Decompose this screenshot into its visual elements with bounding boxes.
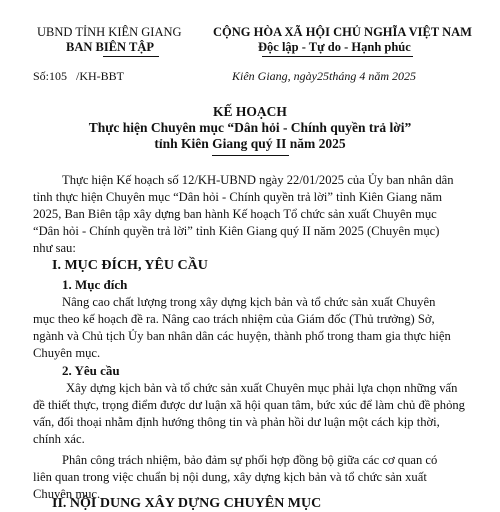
motto: Độc lập - Tự do - Hạnh phúc [258,40,411,54]
doc-number-suffix: /KH-BBT [76,69,125,83]
intro-line-2: tỉnh thực hiện Chuyên mục “Dân hỏi - Chính quyền trả lời” tỉnh Kiên Giang năm [33,190,443,204]
subsection-2-heading: 2. Yêu cầu [62,363,120,378]
intro-line-3: 2025, Ban Biên tập xây dựng ban hành Kế hoạch Tổ chức sản xuất Chuyên mục [33,207,437,221]
section-1-heading: I. MỤC ĐÍCH, YÊU CẦU [52,258,208,273]
purpose-line-3: ngành và Chủ tịch Ủy ban nhân dân các huyện, thành phố trong tham gia thực hiện [33,329,451,343]
purpose-line-2: mục theo kế hoạch đề ra. Nâng cao trách nhiệm của Giám đốc (Thủ trưởng) Sở, [33,312,435,326]
doc-title: KẾ HOẠCH [213,104,287,119]
doc-subtitle-1: Thực hiện Chuyên mục “Dân hỏi - Chính quyền trả lời” [88,120,412,135]
nation-title: CỘNG HÒA XÃ HỘI CHỦ NGHĨA VIỆT NAM [213,25,472,39]
intro-line-1: Thực hiện Kế hoạch số 12/KH-UBND ngày 22/01/2025 của Ủy ban nhân dân [62,173,454,187]
requirements-line-2: đề thiết thực, trọng điểm được dư luận xã hội quan tâm, bức xúc để làm chủ đề phỏng [33,398,465,412]
doc-number-prefix: Số: [33,69,50,83]
requirements-line-3: vấn, đối thoại nhằm định hướng thông tin và phản hồi dư luận một cách kịp thời, [33,415,440,429]
place-date-suffix: tháng 4 năm 2025 [329,69,416,83]
section-2-heading: II. NỘI DUNG XÂY DỰNG CHUYÊN MỤC [52,496,322,511]
title-underline [212,155,289,156]
intro-line-4: “Dân hỏi - Chính quyền trả lời” tỉnh Kiên Giang quý II năm 2025 (Chuyên mục) [33,224,440,238]
doc-subtitle-2: tỉnh Kiên Giang quý II năm 2025 [154,136,346,151]
subsection-1-heading: 1. Mục đích [62,277,128,292]
place-date-prefix: Kiên Giang, ngày [232,69,317,83]
org-line2: BAN BIÊN TẬP [66,40,154,54]
requirements-line-1: Xây dựng kịch bản và tổ chức sản xuất Chuyên mục phải lựa chọn những vấn [66,381,458,395]
intro-line-5: như sau: [33,241,76,255]
place-date-day: 25 [317,69,329,83]
doc-number-value: 105 [49,69,68,83]
org-underline [103,56,159,57]
requirements-line-4: chính xác. [33,432,85,446]
coordination-line-1: Phân công trách nhiệm, bảo đảm sự phối hợp đồng bộ giữa các cơ quan có [62,453,438,467]
org-line1: UBND TỈNH KIÊN GIANG [37,25,182,39]
purpose-line-1: Nâng cao chất lượng trong xây dựng kịch bản và tổ chức sản xuất Chuyên [62,295,436,309]
purpose-line-4: Chuyên mục. [33,346,101,360]
motto-underline [262,56,413,57]
coordination-line-3: Chuyên mục. [33,487,101,501]
place-date [232,69,416,84]
coordination-line-2: liên quan trong việc chuẩn bị nội dung, xây dựng kịch bản và tổ chức sản xuất [33,470,427,484]
doc-number [33,69,124,84]
